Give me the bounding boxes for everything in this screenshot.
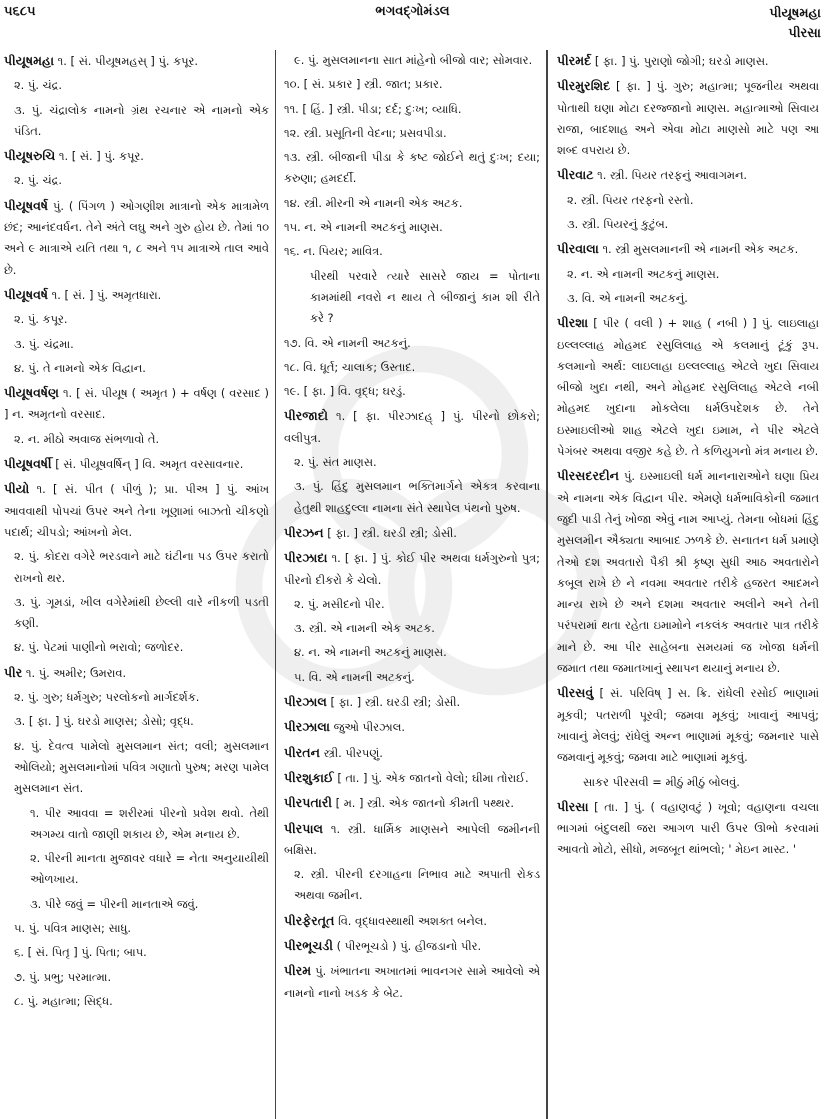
- sense-definition: ૪. પું. દેવત્વ પામેલો મુસલમાન સંત; વલી; મુસલમાન ઓલિયો; મુસલમાનોમાં પવિત્ર ગણાતો પુરુષ; મરણ પામેલ મુસલમાન સંત.: [14, 738, 269, 796]
- guide-word-last: પીરસા: [788, 26, 821, 41]
- idiom-phrase: પીરથી પરવારે ત્યારે સાસરે જાય = પોતાના કામમાંથી નવરો ન થાય તે બીજાનું કામ શી રીતે કરે ?: [310, 268, 540, 326]
- headword: પીયૂષવર્ષ: [4, 197, 49, 213]
- dictionary-entry: [284, 405, 540, 449]
- headword: પીરપાલ: [284, 820, 324, 836]
- dictionary-entry: [284, 960, 540, 1004]
- sense-definition: ૩. વિ. એ નામની અટકનું.: [567, 290, 688, 305]
- headword: પીરવાટ: [557, 167, 594, 183]
- dictionary-entry: [4, 284, 269, 306]
- dictionary-entry: [4, 453, 269, 475]
- idiom-phrase: ૨. પીરની માનતા મુજાવર વધારે = નેતા અનુયાયીથી ઓળખાય.: [30, 851, 269, 887]
- sense-definition: ૪. પું. પેટમાં પાણીનો ભરાવો; જળોદર.: [14, 640, 184, 655]
- sense-definition: ૩. સ્ત્રી. એ નામની એક અટક.: [294, 621, 435, 636]
- sense-definition: ૨. ન. એ નામની અટકનું માણસ.: [567, 266, 720, 281]
- sense-definition: ૧૯. [ ફા. ] વિ. વૃદ્ધ; ઘરડું.: [284, 384, 406, 399]
- definition: [ તા. ] પું. એક જાતનો વેલો; ઘીમા તોરાઈ.: [333, 770, 529, 785]
- definition: [ પીર ( વલી ) + શાહ ( નબી ) ] પું. લાઇલાહા ઇલ્લલ્લાહ મોહમદ રસુલિલાહ એ કલમાનું ટૂંકું રૂપ. કલમાનો અર્થ: લાઇલાહા ઇલ્લલ્લાહ એટલે ખુદા સિવાય બીજો ખુદા નથી, અને મોહમદ રસુલિલાહ એટલે નબી મોહમદ ખુદાના મોકલેલા ધર્મઉપદેશક છે. તેને ઇસ્માઇલીઓ શાહ એટલે ખુદા ઇમામ, ને પીર એટલે પેગંબર અથવા વજીર કહે છે. તે કળિયુગનો મંત્ર મનાય છે.: [557, 316, 819, 459]
- dictionary-entry: [284, 691, 540, 713]
- definition: જુઓ પીરઝાલ.: [330, 720, 405, 735]
- sense-definition: ૮. પું. મહાત્મા; સિદ્ધ.: [14, 993, 113, 1008]
- sense-definition: ૨. સ્ત્રી. પીરની દરગાહના નિભાવ માટે અપાતી રોકડ અથવા જમીન.: [294, 867, 540, 903]
- dictionary-entry: [284, 742, 540, 764]
- sense-definition: ૩. સ્ત્રી. પિયરનું કુટુંબ.: [567, 217, 669, 232]
- sense-definition: ૩. પું. હિંદુ મુસલમાન ભક્તિમાર્ગને એકત્ર કરવાના હેતુથી શાહદુલ્લા નામના સંતે સ્થાપેલ પંથનો પુરુષ.: [294, 479, 540, 515]
- definition: ૧. [ ફા. પીરઝાદહ્ ] પું. પીરનો છોકરો; વલીપુત્ર.: [284, 409, 540, 445]
- headword: પીરભૂચડી: [284, 937, 333, 953]
- sense-definition: ૪. ન. એ નામની અટકનું માણસ.: [294, 645, 447, 660]
- headword: પીયૂષવર્ષ: [4, 286, 49, 302]
- dictionary-columns: [0, 50, 825, 1119]
- sense-definition: ૨. ન. મીઠો અવાજ સંભળાવો તે.: [14, 431, 160, 446]
- sense-definition: ૧૮. વિ. ધૂર્ત; ચાલાક; ઉસ્તાદ.: [284, 359, 416, 374]
- headword: પીરસા: [557, 798, 589, 814]
- headword: પીરતન: [284, 744, 321, 760]
- headword: પીરઝાદા: [284, 550, 328, 566]
- sense-definition: ૧૭. વિ. એ નામની અટકનું.: [284, 335, 411, 350]
- headword: પીરમર્દ: [557, 53, 592, 68]
- definition: સ્ત્રી. પીરપણું.: [320, 745, 383, 760]
- column-3: [548, 50, 825, 1119]
- dictionary-entry: [284, 767, 540, 789]
- sense-definition: ૯. પું. મુસલમાનના સાત માંહેનો બીજો વાર; સોમવાર.: [294, 53, 533, 67]
- idiom-phrase: ૧. પીર આવવા = શરીરમાં પીરનો પ્રવેશ થવો. તેથી અગમ્ય વાતો જાણી શકાય છે, એમ મનાય છે.: [30, 805, 269, 841]
- headword: પીર: [4, 664, 23, 680]
- sense-definition: ૨. પું. ગુરુ; ધર્મગુરુ; પરલોકનો માર્ગદર્શક.: [14, 690, 200, 705]
- headword: પીરપતારી: [284, 795, 333, 811]
- sense-definition: ૨. સ્ત્રી. પિયર તરફનો રસ્તો.: [567, 192, 694, 207]
- headword: પીયૂષવર્ષી: [4, 456, 52, 472]
- dictionary-entry: [557, 50, 819, 72]
- headword: પીરશા: [557, 315, 589, 331]
- column-2: [276, 50, 548, 1119]
- headword: પીયો: [4, 481, 30, 497]
- definition: [ ફા. ] પું. પુરાણો જોગી; ઘરડો માણસ.: [591, 54, 769, 68]
- dictionary-entry: [557, 682, 819, 768]
- definition: પું. ( પિંગળ ) ઓગણીશ માત્રાનો એક માત્રામેળ છંદ; આનંદવર્ધન. તેને અંતે લઘુ અને ગુરુ હોય છે. તેમાં ૧૦ અને ૯ માત્રાએ યતિ તથા ૧, ૮ અને ૧૫ માત્રાએ તાલ આવે છે.: [4, 198, 269, 277]
- definition: [ ફા. ] સ્ત્રી. ઘરડી સ્ત્રી; ડોસી.: [326, 695, 461, 710]
- headword: પીરમુરશિદ: [557, 78, 611, 94]
- sense-definition: ૬. [ સં. પિતૃ ] પું. પિતા; બાપ.: [14, 945, 147, 960]
- definition: ૧. [ સં. પીયૂષમહસ્ ] પું. કપૂર.: [54, 54, 199, 68]
- dictionary-entry: [4, 50, 269, 72]
- definition: ૧. [ સં. પીયૂષ ( અમૃત ) + વર્ષણ ( વરસાદ ) ] ન. અમૃતનો વરસાદ.: [4, 386, 269, 422]
- definition: ૧. [ સં. ] પું. અમૃતધારા.: [48, 287, 162, 302]
- definition: [ ફા. ] સ્ત્રી. ઘરડી સ્ત્રી; ડોસી.: [323, 525, 457, 540]
- headword: પીરજાદો: [284, 408, 329, 424]
- definition: [ સં. પીયૂષવર્ષિન્ ] વિ. અમૃત વરસાવનાર.: [51, 457, 244, 472]
- sense-definition: ૨. પું. કોદરા વગેરે ભરડવાને માટે ઘંટીના પડ ઉપર કરાતો રાખનો થર.: [14, 549, 269, 585]
- definition: ૧. [ સં. ] પું. કપૂર.: [55, 149, 144, 164]
- headword: પીરસદરદીન: [557, 468, 620, 484]
- dictionary-entry: [557, 75, 819, 161]
- sense-definition: ૧૪. સ્ત્રી. મીરની એ નામની એક અટક.: [284, 195, 463, 210]
- definition: ૧. સ્ત્રી. પિયર તરફનું આવાગમન.: [593, 168, 748, 183]
- dictionary-entry: [4, 478, 269, 543]
- definition: ૧. [ ફા. ] પું. કોઈ પીર અથવા ધર્મગુરુનો પુત્ર; પીરનો દીકરો કે ચેલો.: [284, 551, 540, 587]
- column-1: [0, 50, 276, 1119]
- definition: ૧. [ સં. પીત ( પીળું ); પ્રા. પીઅ ] પું. આંખ આવવાથી પોપચાં ઉપર અને તેના ખૂણામાં બાઝતો ચીકણો પદાર્થ; ચીપડો; આંખનો મેલ.: [4, 482, 269, 539]
- sense-definition: ૨. પું. સંત માણસ.: [294, 455, 377, 470]
- dictionary-entry: [557, 796, 819, 861]
- headword: પીરસવું: [557, 685, 594, 701]
- definition: પું. ઇસ્માઇલી ધર્મ માનનારાઓને ઘણા પ્રિય એ નામના એક વિદ્વાન પીર. એમણે ધર્મભાવિકોની જમાત જુદી પાડી તેનું ખોજા એવું નામ આપ્યું. તેમના બોધમાં હિંદુ મુસલમીન ઐક્યતા આબાદ ઝળકે છે. સનાતન ધર્મ પ્રમાણે તેઓ દશ અવતારો પૈકી શ્રી કૃષ્ણ સુધી આઠ અવતારોને કબૂલ રાખે છે ને નવમા અવતાર તરીકે હજરત આદમને માન્ય રાખે છે અને દશમા અવતાર અલીને અને તેની પરંપરામાં થતા રહેતા ઇમામોને નકલંક અવતાર પાત્ર તરીકે માને છે. આ પીર સાહેબના સમયમાં જ ખોજા ધર્મની જમાત તથા જમાતખાનું સ્થાપન થયાનું મનાય છે.: [557, 469, 819, 676]
- sense-definition: ૧૩. સ્ત્રી. બીજાની પીડા કે કષ્ટ જોઈને થતું દુઃખ; દયા; કરુણા; હમદર્દી.: [284, 150, 540, 186]
- dictionary-entry: [557, 465, 819, 679]
- sense-definition: ૫. વિ. એ નામની અટકનું.: [294, 669, 415, 684]
- sense-definition: ૧૦. [ સં. પ્રકાર ] સ્ત્રી. જાત; પ્રકાર.: [284, 77, 443, 92]
- sense-definition: ૭. પું. પ્રભુ; પરમાત્મા.: [14, 969, 112, 984]
- dictionary-entry: [4, 662, 269, 684]
- dictionary-entry: [284, 935, 540, 957]
- sense-definition: ૧૧. [ હિં. ] સ્ત્રી. પીડા; દર્દ; દુઃખ; વ્યાધિ.: [284, 101, 462, 116]
- sense-definition: ૧૨. સ્ત્રી. પ્રસૂતિની વેદના; પ્રસવપીડા.: [284, 125, 447, 140]
- sense-definition: ૨. પું. ચંદ્ર.: [14, 78, 63, 93]
- guide-word-first: પીયૂષમહા: [769, 6, 821, 21]
- sense-definition: ૩. પું. ગૂમડાં, ખીલ વગેરેમાંથી છેલ્લી વારે નીકળી પડતી કણી.: [14, 594, 269, 631]
- headword: પીયૂષમહા: [4, 53, 55, 68]
- definition: ( પીરભૂચડો ) પું. હીજડાનો પીર.: [332, 938, 482, 953]
- definition: [ સં. પરિવિષ્ ] સ. ક્રિ. રાંધેલી રસોઈ ભાણામાં મૂકવી; પતરાળી પૂરવી; જમવા મૂકવું; ખાવાનું આપવું; ખાવાનું મેલવું; રાંધેલું અન્ન ભાણામાં મૂકવું; જમનાર પાસે જમવાનું મૂકવું; જમવા માટે ભાણામાં મૂકવું.: [557, 686, 819, 765]
- headword: પીયૂષરુચિ: [4, 148, 56, 164]
- sense-definition: ૧૫. ન. એ નામની અટકનું માણસ.: [284, 220, 443, 235]
- headword: પીરમ: [284, 963, 312, 979]
- headword: પીરઝન: [284, 524, 324, 540]
- definition: વિ. વૃદ્ધાવસ્થાથી અશક્ત બનેલ.: [334, 913, 488, 928]
- definition: ૧. સ્ત્રી મુસલમાનની એ નામની એક અટક.: [598, 242, 799, 257]
- definition: પું. ખંભાતના અખાતમાં ભાવનગર સામે આવેલો એ નામનો નાનો ખડક કે બેટ.: [284, 964, 540, 1000]
- sense-definition: ૩. પું. ચંદ્રાલોક નામનો ગ્રંથ રચનાર એ નામનો એક પંડિત.: [14, 102, 269, 138]
- sense-definition: ૩. પું. ચંદ્રમા.: [14, 336, 74, 351]
- sense-definition: ૪. પું. તે નામનો એક વિદ્વાન.: [14, 360, 146, 375]
- sense-definition: ૨. પું. મસીદનો પીર.: [294, 596, 385, 611]
- idiom-phrase: ૩. પીરે જવું = પીરની માનતાએ જવું.: [30, 896, 199, 911]
- definition: [ મ. ] સ્ત્રી. એક જાતનો કીમતી પથ્થર.: [332, 796, 515, 811]
- dictionary-entry: [4, 195, 269, 281]
- dictionary-entry: [284, 818, 540, 862]
- sense-definition: ૨. પું. ચંદ્ર.: [14, 173, 63, 188]
- definition: ૧. સ્ત્રી. ધાર્મિક માણસને આપેલી જમીનની બક્ષિસ.: [284, 821, 540, 857]
- headword: પીરફેરતૂત: [284, 912, 335, 928]
- guide-words: [769, 4, 821, 44]
- headword: પીરવાલા: [557, 241, 599, 257]
- dictionary-entry: [4, 145, 269, 167]
- definition: ૧. પું. અમીર; ઉમરાવ.: [22, 665, 127, 680]
- headword: પીયૂષવર્ષણ: [4, 385, 59, 401]
- headword: પીરઝાલ: [284, 694, 327, 710]
- page-header: [0, 0, 825, 46]
- dictionary-entry: [557, 164, 819, 186]
- dictionary-entry: [284, 910, 540, 932]
- sense-definition: ૧૬. ન. પિયર; માવિત્ર.: [284, 244, 383, 259]
- dictionary-entry: [284, 522, 540, 544]
- sense-definition: ૩. [ ફા. ] પું. ઘરડો માણસ; ડોસો; વૃદ્ધ.: [14, 714, 194, 729]
- dictionary-entry: [557, 238, 819, 260]
- dictionary-entry: [284, 716, 540, 738]
- sense-definition: ૨. પું. કપૂર.: [14, 312, 68, 327]
- sense-definition: ૫. પું. પવિત્ર માણસ; સાધુ.: [14, 920, 131, 935]
- page-number: ૫૬૮૫: [4, 4, 36, 19]
- dictionary-entry: [284, 792, 540, 814]
- dictionary-entry: [4, 382, 269, 426]
- dictionary-entry: [284, 547, 540, 591]
- headword: પીરઝાલા: [284, 719, 330, 735]
- idiom-phrase: સાકર પીરસવી = મીઠું મીઠું બોલવું.: [583, 774, 740, 789]
- definition: [ ફા. ] પું. ગુરુ; મહાત્મા; પૂજનીય અથવા પોતાથી ઘણા મોટા દરજ્જાનો માણસ. મહાત્માઓ સિવાય રાજા, બાદશાહ અને એવા મોટા માણસો માટે પણ આ શબ્દ વપરાય છે.: [557, 79, 819, 158]
- dictionary-entry: [557, 312, 819, 462]
- headword: પીરશુકાઈ: [284, 769, 334, 785]
- definition: [ તા. ] પું. ( વહાણવટું ) ખૂવો; વહાણના વચલા ભાગમાં બંદુલથી જરા આગળ પારી ઉપર ઊભો કરવામાં આવતો મોટો, સીધો, મજબૂત થાંભલો; ' મેઇન માસ્ટ. ': [557, 799, 819, 857]
- book-title: ભગવદ્ગોમંડલ: [375, 4, 450, 19]
